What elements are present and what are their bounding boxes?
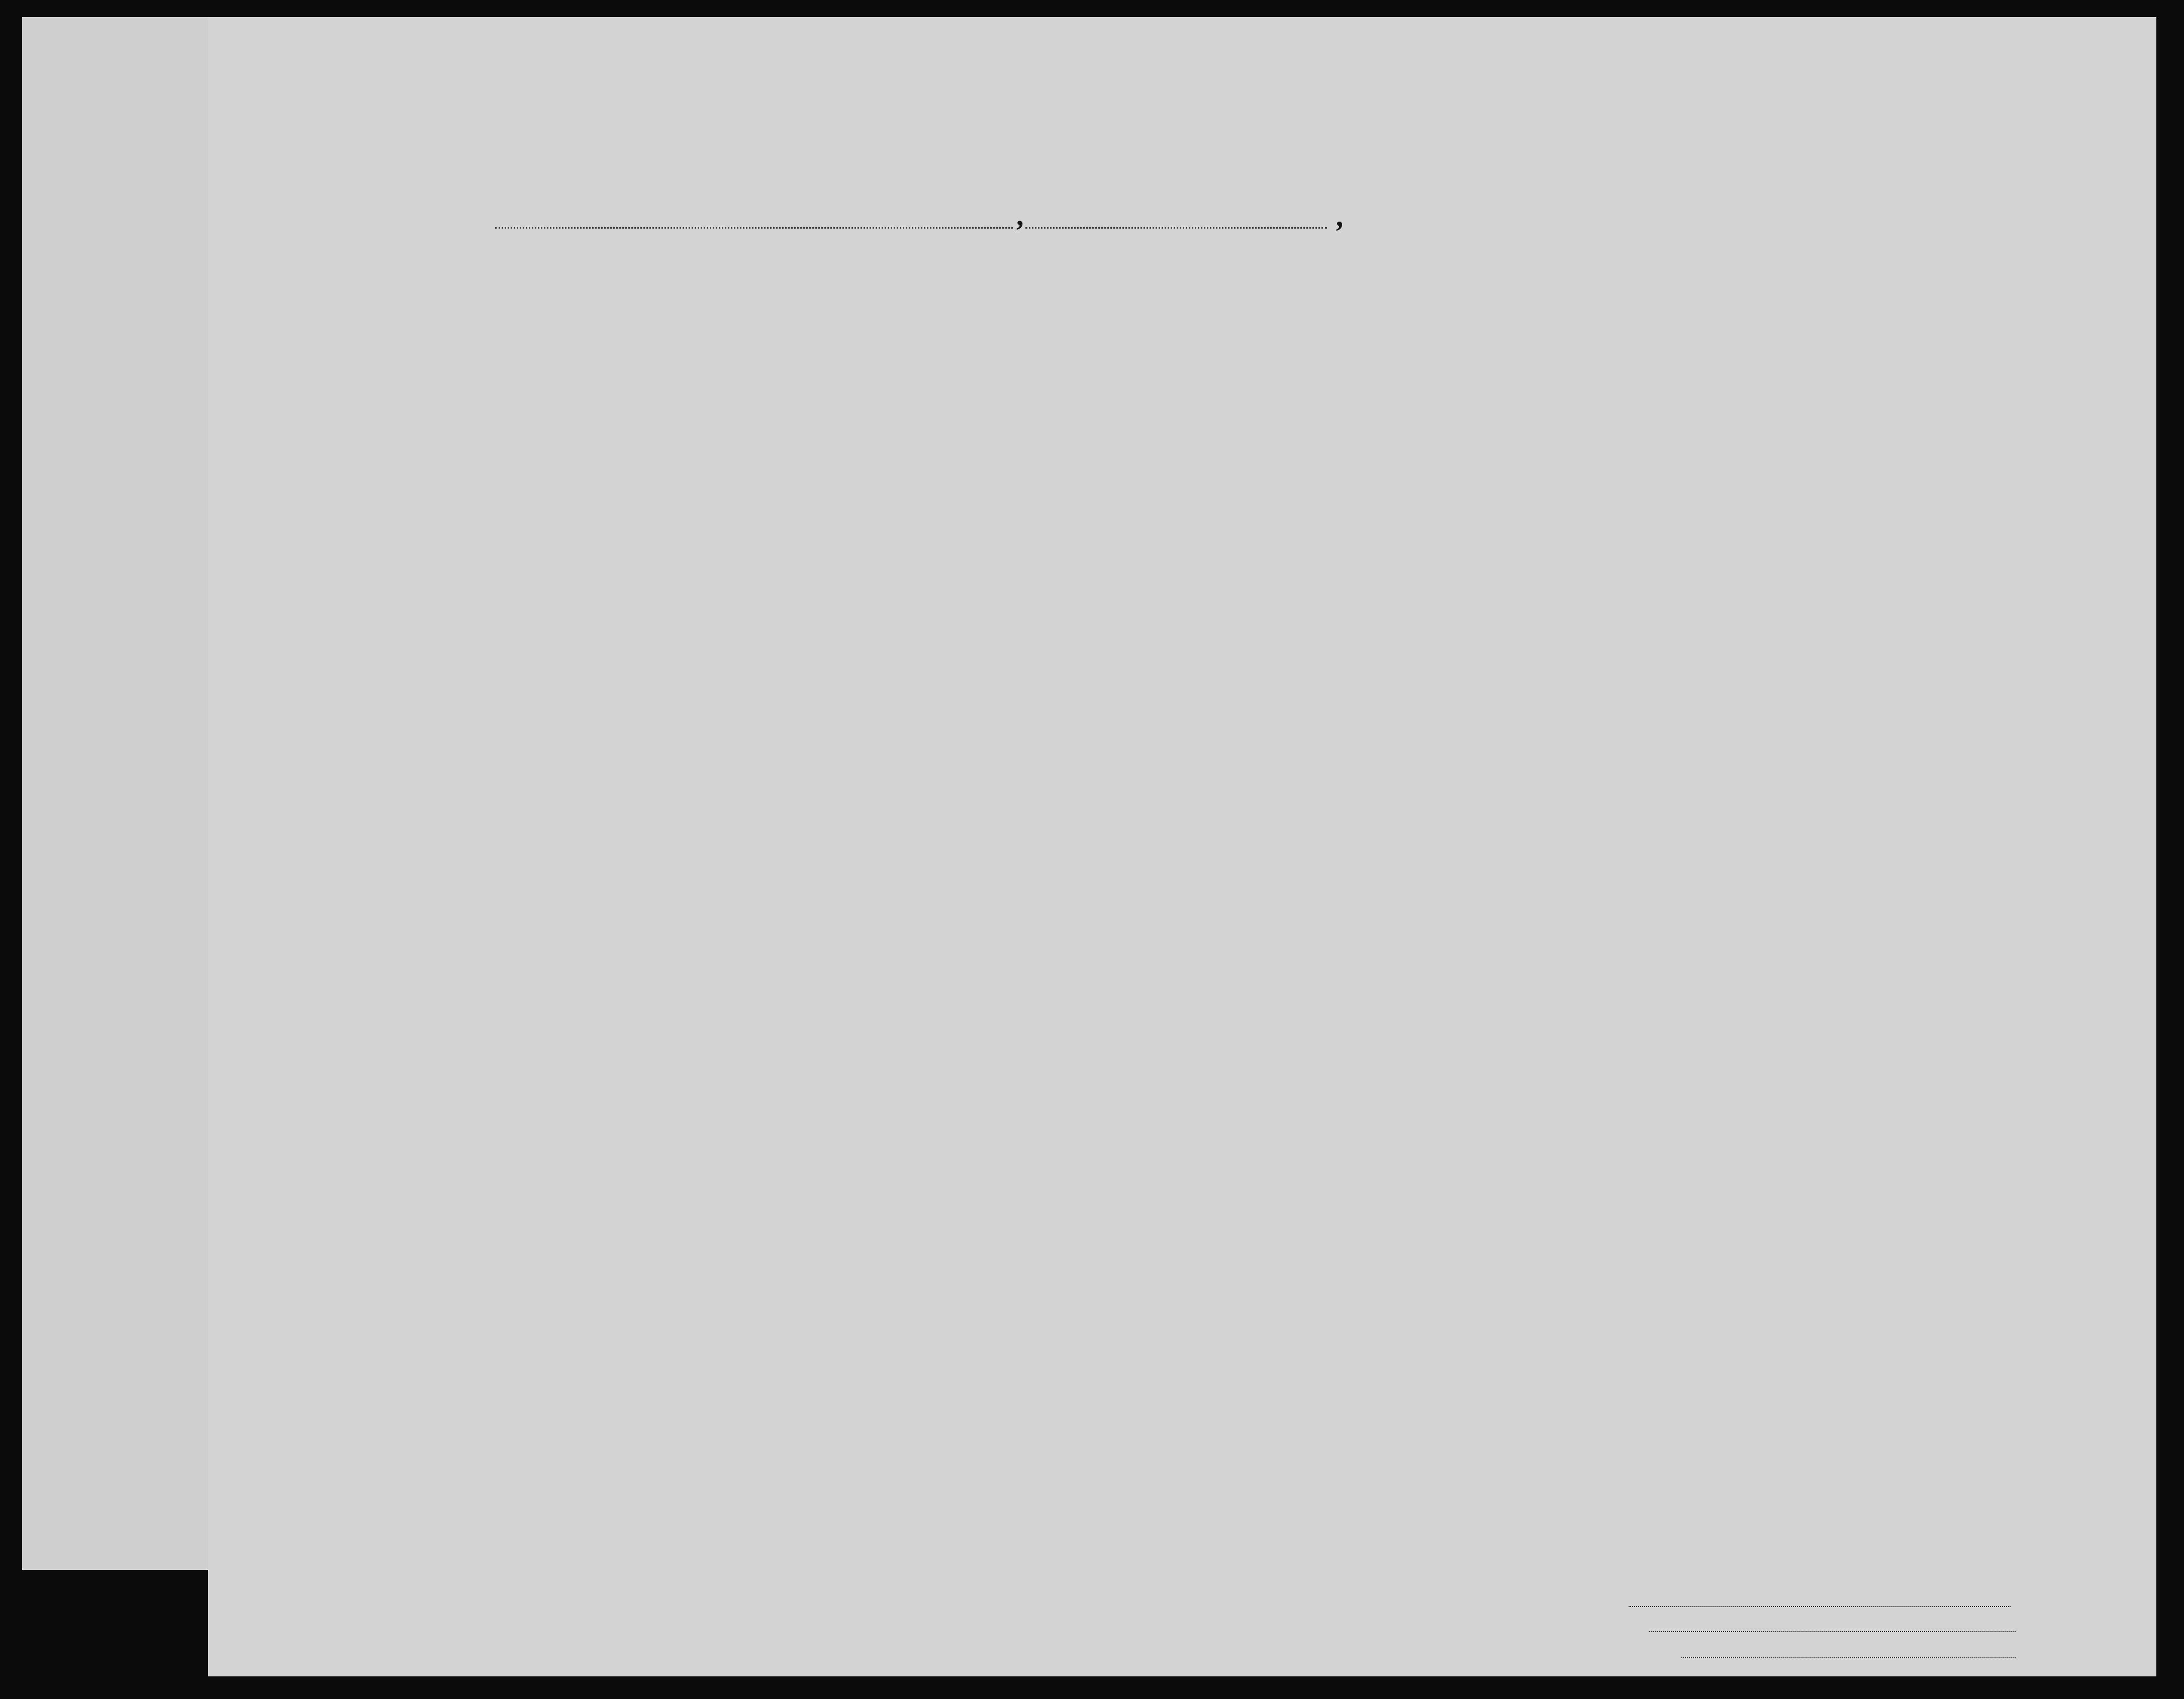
port-underline — [495, 227, 1013, 229]
line-underline — [1629, 1606, 2011, 1607]
date-underline — [1025, 227, 1327, 229]
comma: , — [1016, 199, 1024, 232]
year-label: , — [1337, 199, 1345, 233]
agents-underline — [1681, 1657, 2016, 1658]
owners-underline — [1649, 1631, 2016, 1632]
